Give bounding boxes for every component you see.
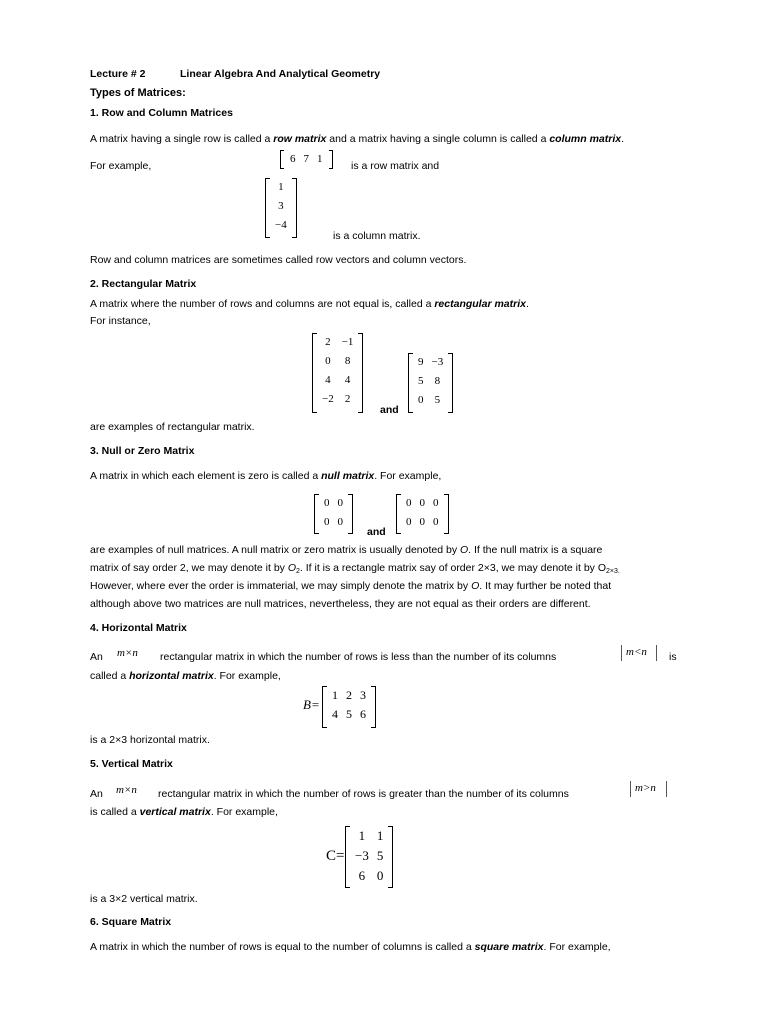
paren-right: [666, 781, 667, 797]
paren-left: [630, 781, 631, 797]
an-label: An: [90, 651, 103, 663]
and-label: and: [367, 526, 386, 538]
column-matrix: [265, 178, 297, 238]
matrix-cell: 4: [344, 374, 351, 386]
matrix-cell: 8: [434, 375, 441, 387]
condition-m-greater-n: m>n: [635, 782, 656, 794]
matrix-label-b: B=: [303, 697, 320, 712]
matrix-cell: 0: [419, 516, 425, 528]
section-6-para-1: A matrix in which the number of rows is equal to the number of columns is called a square matrix. For example,: [90, 941, 611, 953]
matrix-cell: 4: [332, 707, 338, 721]
matrix-cell: 5: [376, 848, 384, 863]
paren-right: [656, 645, 657, 661]
paren-left: [621, 645, 622, 661]
horizontal-matrix-note: is a 2×3 horizontal matrix.: [90, 734, 210, 746]
section-3-para-1: A matrix in which each element is zero is called a null matrix. For example,: [90, 470, 442, 482]
section-4-text: rectangular matrix in which the number of rows is less than the number of its columns: [160, 651, 557, 663]
section-3-line-1: are examples of null matrices. A null matrix or zero matrix is usually denoted by O. If the null matrix is a square: [90, 544, 603, 556]
matrix-cell: 0: [337, 516, 343, 528]
matrix-cell: 1: [317, 153, 323, 165]
page-title: Types of Matrices:: [90, 87, 186, 99]
matrix-cell: 7: [303, 153, 309, 165]
condition-m-less-n: m<n: [626, 646, 647, 658]
matrix-cell: 0: [337, 497, 343, 509]
matrix-cell: 5: [434, 394, 441, 406]
column-matrix-note: is a column matrix.: [333, 230, 421, 242]
section-3-heading: 3. Null or Zero Matrix: [90, 445, 195, 457]
rectangular-matrix-3x2: [408, 353, 453, 413]
and-label: and: [380, 404, 399, 416]
matrix-cell: −3: [431, 356, 444, 368]
section-3-line-3: However, where ever the order is immaterial, we may simply denote the matrix by O. It may further be noted that: [90, 580, 612, 592]
section-3-line-2: matrix of say order 2, we may denote it by $O_2$. If it is a rectangle matrix say of order 2×3, we may denote it by $O_{2\times 3.}$: [90, 562, 620, 575]
matrix-cell: 2: [325, 336, 331, 348]
section-2-para-2: are examples of rectangular matrix.: [90, 421, 255, 433]
matrix-cell: 0: [419, 497, 425, 509]
matrix-cell: 0: [406, 516, 412, 528]
matrix-cell: 1: [358, 828, 366, 843]
section-1-para-1: A matrix having a single row is called a row matrix and a matrix having a single column is called a column matrix.: [90, 133, 625, 145]
matrix-cell: 6: [360, 707, 366, 721]
matrix-cell: 0: [433, 516, 439, 528]
for-instance-label: For instance,: [90, 315, 151, 327]
section-2-para-1: A matrix where the number of rows and columns are not equal is, called a rectangular matrix.: [90, 298, 529, 310]
null-matrix-2x3: [396, 494, 449, 534]
section-1-para-2: Row and column matrices are sometimes called row vectors and column vectors.: [90, 254, 467, 266]
matrix-cell: 0: [324, 516, 330, 528]
matrix-cell: 3: [360, 688, 366, 702]
matrix-cell: 0: [325, 355, 331, 367]
matrix-cell: 4: [325, 374, 331, 386]
an-label: An: [90, 788, 103, 800]
matrix-cell: 9: [418, 356, 424, 368]
m-by-n-expression: m×n: [116, 784, 137, 796]
matrix-cell: 1: [332, 688, 338, 702]
matrix-cell: 6: [290, 153, 296, 165]
matrix-cell: 0: [418, 394, 424, 406]
null-matrix-2x2: [314, 494, 353, 534]
matrix-cell: 3: [278, 200, 284, 212]
matrix-cell: −4: [275, 219, 287, 231]
matrix-cell: 8: [344, 355, 351, 367]
matrix-cell: 1: [278, 181, 284, 193]
matrix-cell: 2: [344, 393, 351, 405]
matrix-cell: −2: [322, 393, 334, 405]
matrix-cell: −3: [355, 848, 369, 863]
section-2-heading: 2. Rectangular Matrix: [90, 278, 197, 290]
matrix-cell: 0: [433, 497, 439, 509]
section-6-heading: 6. Square Matrix: [90, 916, 172, 928]
section-4-heading: 4. Horizontal Matrix: [90, 622, 187, 634]
matrix-cell: 6: [358, 868, 366, 883]
is-label: is: [669, 651, 677, 663]
section-5-heading: 5. Vertical Matrix: [90, 758, 173, 770]
example-label: For example,: [90, 160, 152, 172]
row-matrix-note: is a row matrix and: [351, 160, 440, 172]
horizontal-matrix: [322, 686, 376, 728]
course-title: Linear Algebra And Analytical Geometry: [180, 68, 381, 80]
row-matrix: [280, 150, 333, 169]
matrix-cell: −1: [341, 336, 354, 348]
section-5-line-2: is called a vertical matrix. For example,: [90, 806, 278, 818]
matrix-cell: 0: [324, 497, 330, 509]
vertical-matrix-note: is a 3×2 vertical matrix.: [90, 893, 198, 905]
matrix-cell: 0: [376, 868, 384, 883]
matrix-cell: 0: [406, 497, 412, 509]
m-by-n-expression: m×n: [117, 647, 138, 659]
section-1-heading: 1. Row and Column Matrices: [90, 107, 233, 119]
matrix-cell: 5: [418, 375, 424, 387]
section-3-line-4: although above two matrices are null matrices, nevertheless, they are not equal as their orders are different.: [90, 598, 591, 610]
matrix-label-c: C=: [326, 848, 345, 864]
matrix-cell: 5: [346, 707, 352, 721]
section-5-text: rectangular matrix in which the number of rows is greater than the number of its columns: [158, 788, 569, 800]
section-4-line-2: called a horizontal matrix. For example,: [90, 670, 281, 682]
matrix-cell: 1: [376, 828, 384, 843]
vertical-matrix: [345, 826, 393, 888]
rectangular-matrix-4x2: [312, 333, 363, 413]
matrix-cell: 2: [346, 688, 352, 702]
lecture-number: Lecture # 2: [90, 68, 146, 80]
